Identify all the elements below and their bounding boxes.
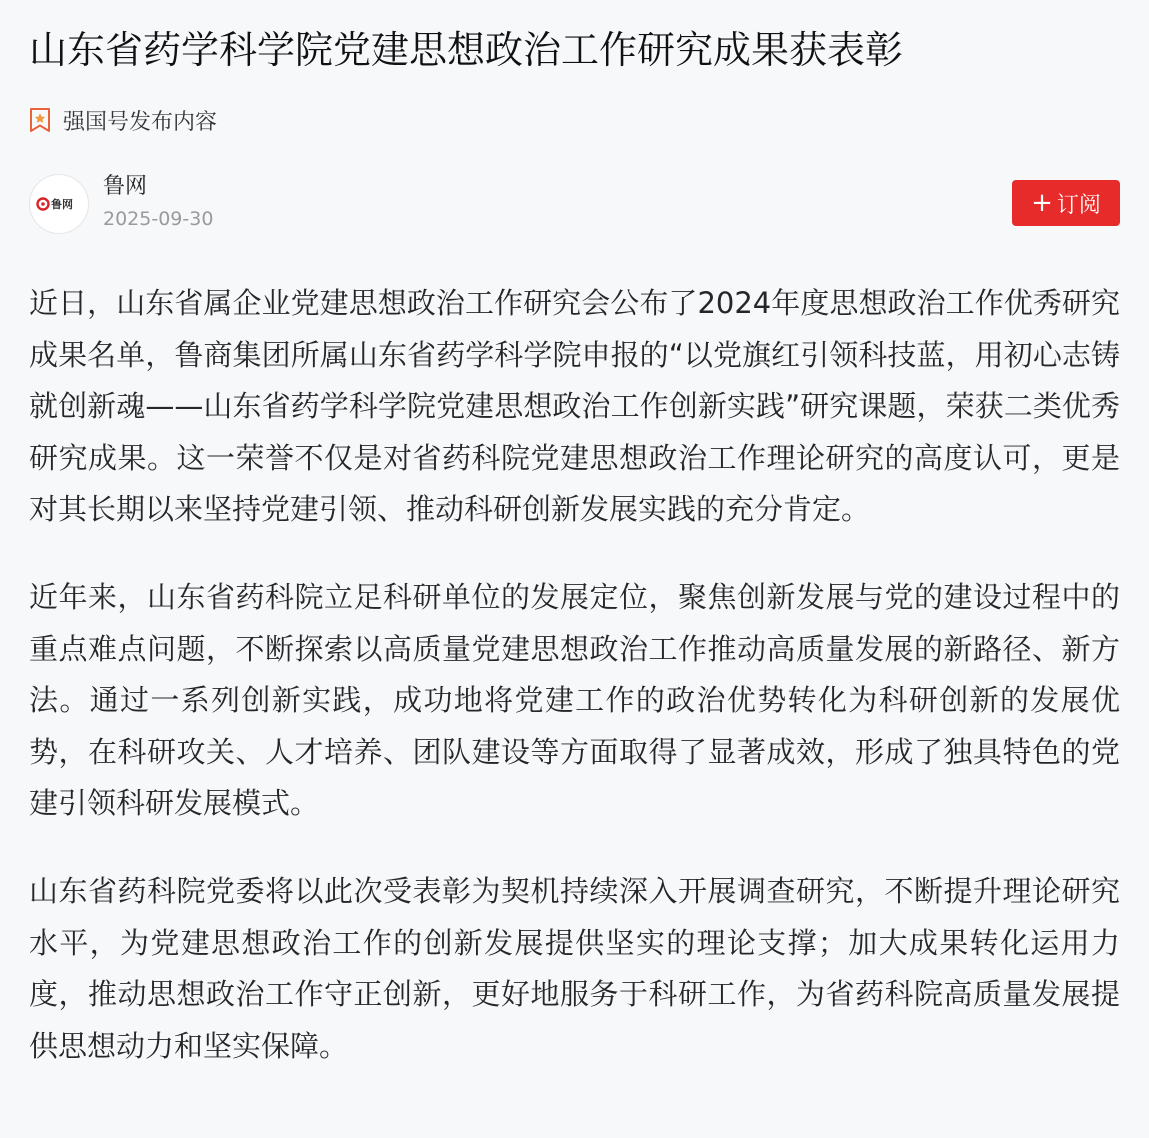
- source-tag-label: 强国号发布内容: [63, 109, 218, 135]
- subscribe-label: 订阅: [1056, 192, 1101, 218]
- article-paragraph-1: 近日，山东省属企业党建思想政治工作研究会公布了2024年度思想政治工作优秀研究成果名单，鲁商集团所属山东省药学科学院申报的“以党旗红引领科技蓝，用初心志铸就创新魂——山东省药学科学院党建思想政治工作创新实践”研究课题，荣获二类优秀研究成果。这一荣誉不仅是对省药科院党建思想政治工作理论研究的高度认可，更是对其长期以来坚持党建引领、推动科研创新发展实践的充分肯定。: [29, 286, 1120, 527]
- article-paragraph-2: 近年来，山东省药科院立足科研单位的发展定位，聚焦创新发展与党的建设过程中的重点难点问题，不断探索以高质量党建思想政治工作推动高质量发展的新路径、新方法。通过一系列创新实践，成功地将党建工作的政治优势转化为科研创新的发展优势，在科研攻关、人才培养、团队建设等方面取得了显著成效，形成了独具特色的党建引领科研发展模式。: [29, 579, 1120, 821]
- avatar[interactable]: [29, 174, 89, 234]
- publish-date: 2025-09-30: [103, 208, 214, 230]
- author-name[interactable]: 鲁网: [103, 174, 148, 199]
- article-body: [29, 278, 1120, 1072]
- luwang-logo-icon: [36, 194, 82, 214]
- source-tag: [29, 104, 1120, 136]
- subscribe-button[interactable]: [1012, 180, 1120, 226]
- author-bar: [29, 172, 1120, 252]
- star-bookmark-icon: [29, 108, 51, 132]
- avatar-logo-text: 鲁网: [51, 198, 73, 211]
- article-paragraph-3: 山东省药科院党委将以此次受表彰为契机持续深入开展调查研究，不断提升理论研究水平，为党建思想政治工作的创新发展提供坚实的理论支撑；加大成果转化运用力度，推动思想政治工作守正创新，更好地服务于科研工作，为省药科院高质量发展提供思想动力和坚实保障。: [29, 873, 1120, 1063]
- article-title: 山东省药学科学院党建思想政治工作研究成果获表彰: [29, 28, 904, 72]
- plus-icon: +: [1031, 188, 1053, 218]
